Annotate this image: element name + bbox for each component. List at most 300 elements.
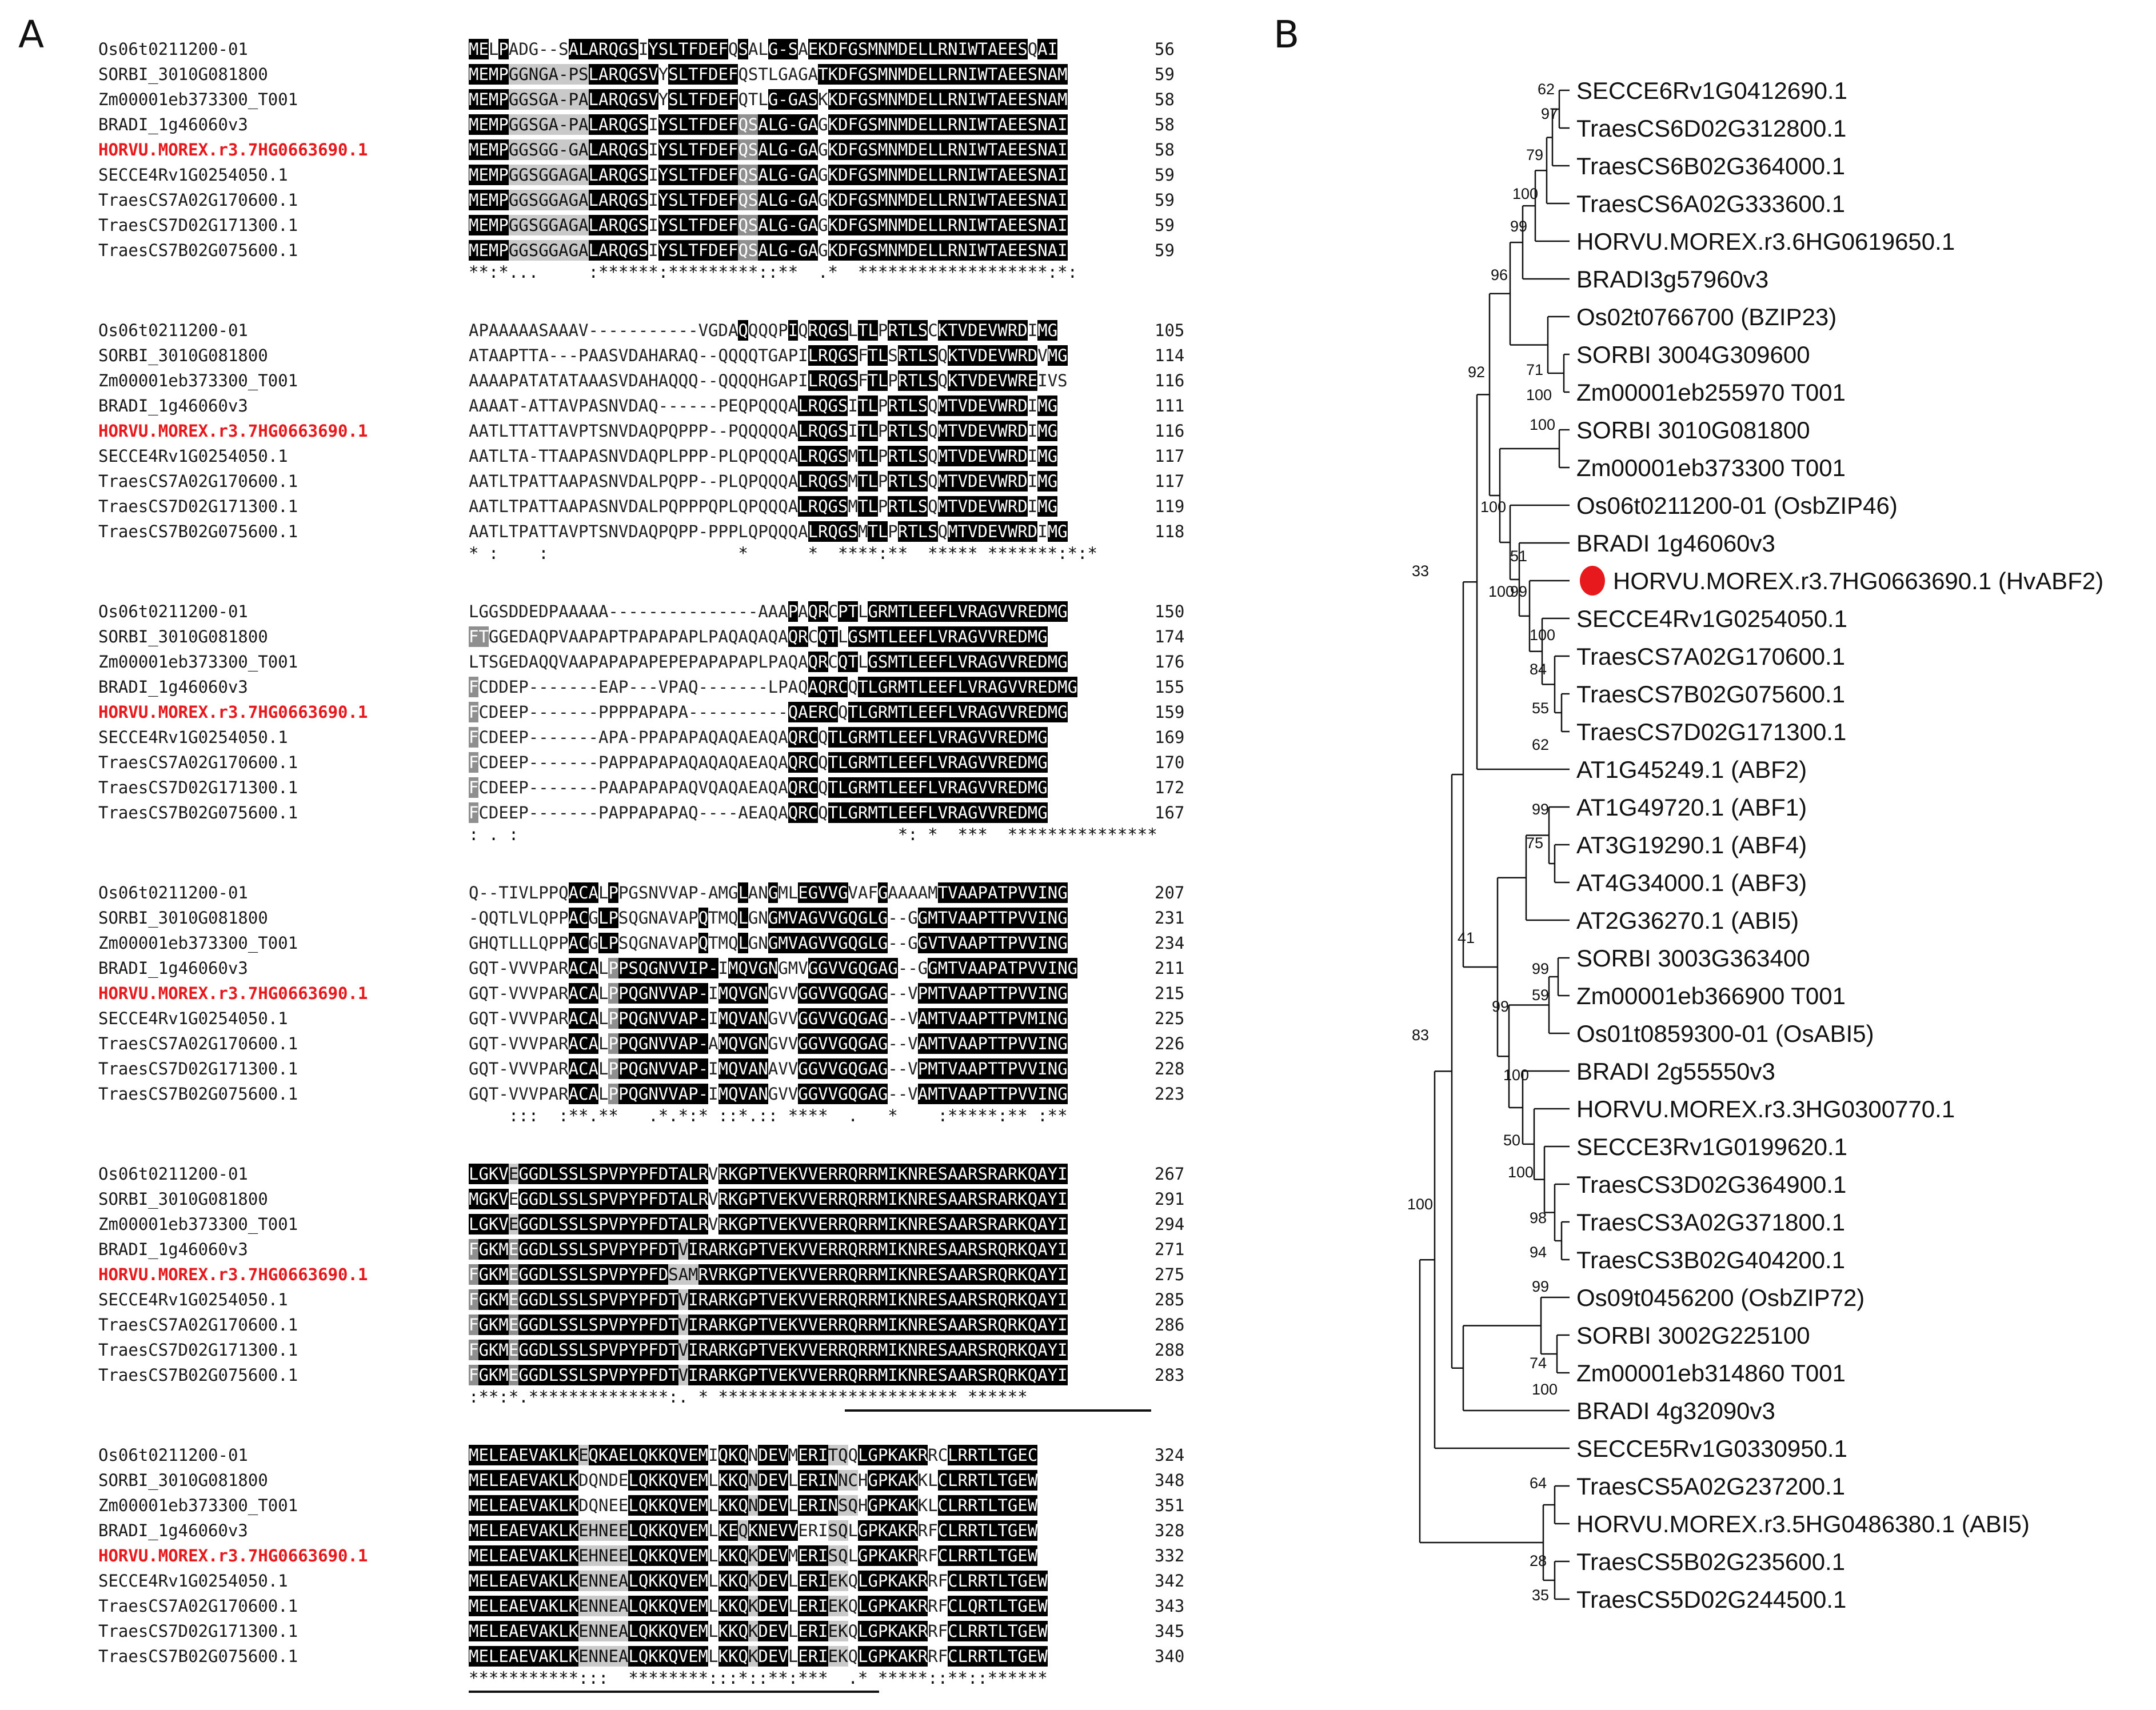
residue-segment: SMTLEEFLVRAGVVREDMG	[877, 652, 1068, 672]
residue-segment: P	[877, 321, 888, 340]
residue-segment: F	[469, 677, 479, 697]
residue-segment: AL	[748, 39, 768, 59]
tree-leaf-label: Os06t0211200-01 (OsbZIP46)	[1576, 492, 1898, 519]
residue-segment: GPKAK	[868, 1471, 918, 1490]
residue-segment: RTLS	[897, 346, 938, 365]
bootstrap-value: 100	[1532, 1381, 1558, 1398]
residue-segment: --G	[888, 933, 918, 953]
residue-segment: I	[1027, 472, 1038, 491]
residue-segment: MG	[1037, 497, 1058, 516]
residue-segment: E	[508, 1214, 519, 1234]
residue-segment: Q	[798, 321, 808, 340]
residue-segment: RF	[928, 1647, 948, 1666]
residue-segment: CDEEP-------PAPPAPAPAQ----AEAQA	[478, 803, 788, 822]
residue-segment: LP	[598, 908, 618, 928]
residue-segment: KDFGSMNMDELLRNIWTAEESNAI	[828, 140, 1068, 159]
position-number: 267	[1155, 1164, 1185, 1184]
position-number: 283	[1155, 1365, 1185, 1385]
residue-segment: M	[788, 1546, 798, 1565]
residue-segment: LARQGS	[588, 215, 649, 235]
residue-segment: I	[708, 1084, 718, 1104]
residue-segment: KKQ	[718, 1496, 748, 1515]
position-number: 58	[1155, 140, 1175, 159]
residue-segment: CLRRTLTGEW	[948, 1571, 1048, 1591]
residue-segment: L	[857, 602, 868, 621]
residue-segment: DEV	[758, 1445, 788, 1465]
residue-segment: GGEDAQPVAAPAPTPAPAPAPLPAQAQAQA	[488, 627, 788, 646]
residue-segment: MEMP	[469, 65, 509, 84]
residue-segment: RMTLEEFLVRAGVVREDMG	[877, 702, 1068, 722]
residue-segment: L	[598, 1034, 609, 1053]
residue-segment: E	[508, 1365, 519, 1385]
seq-name: HORVU.MOREX.r3.7HG0663690.1	[98, 140, 368, 159]
residue-segment: RTLS	[897, 522, 938, 541]
residue-segment: P	[608, 1009, 618, 1028]
residue-segment: Q	[937, 522, 948, 541]
residue-segment: Q	[838, 702, 848, 722]
residue-segment: --V	[888, 1059, 918, 1078]
residue-segment: AVV	[768, 1059, 798, 1078]
seq-name: SECCE4Rv1G0254050.1	[98, 1290, 288, 1309]
residue-segment: TL	[857, 421, 878, 441]
residue-segment: TL	[857, 321, 878, 340]
position-number: 58	[1155, 115, 1175, 134]
residue-segment: RTLS	[888, 321, 928, 340]
residue-segment: CLRRTLTGEW	[937, 1471, 1038, 1490]
residue-segment: SLTFDEF	[668, 65, 738, 84]
residue-segment: ENNEA	[578, 1621, 629, 1641]
position-number: 176	[1155, 652, 1185, 672]
residue-segment: Q	[928, 421, 938, 441]
residue-segment: RF	[917, 1521, 938, 1540]
position-number: 155	[1155, 677, 1185, 697]
tree-leaf-label: Zm00001eb373300 T001	[1576, 454, 1846, 481]
residue-segment: I	[1027, 497, 1038, 516]
residue-segment: V	[708, 1164, 718, 1184]
residue-segment: ALG-GA	[758, 115, 819, 134]
residue-segment: F	[469, 728, 479, 747]
residue-segment: ACA	[568, 883, 598, 902]
residue-segment: C	[928, 321, 938, 340]
position-number: 116	[1155, 371, 1185, 390]
residue-segment: Q	[848, 1445, 859, 1465]
residue-segment: AATLTPATTAAPASNVDALPQPPPQPLQPQQQA	[469, 497, 798, 516]
residue-segment: RF	[928, 1621, 948, 1641]
residue-segment: EK	[828, 1647, 848, 1666]
position-number: 59	[1155, 241, 1175, 260]
residue-segment: Q	[818, 728, 828, 747]
residue-segment: TL	[828, 728, 848, 747]
residue-segment: MTVDEVWRD	[937, 446, 1028, 466]
residue-segment: GQT-VVVPAR	[469, 958, 569, 978]
residue-segment: ERI	[798, 1445, 828, 1465]
residue-segment: V	[1037, 346, 1048, 365]
tree-leaf-label: BRADI 4g32090v3	[1576, 1397, 1775, 1424]
residue-segment: AATLTPATTAAPASNVDALPQPP--PLQPQQQA	[469, 472, 798, 491]
residue-segment: V	[678, 1340, 689, 1360]
residue-segment: RMTLEEFLVRAGVVREDMG	[857, 803, 1048, 822]
tree-leaf-label: SORBI 3003G363400	[1576, 945, 1810, 972]
residue-segment: ERI	[798, 1621, 828, 1641]
residue-segment: GGDLSSLSPVPYPFDT	[518, 1365, 678, 1385]
bootstrap-value: 41	[1458, 929, 1475, 946]
residue-segment: P	[838, 602, 848, 621]
residue-segment: SQ	[828, 1521, 848, 1540]
residue-segment: E	[578, 1445, 589, 1465]
residue-segment: EK	[828, 1571, 848, 1591]
residue-segment: P	[608, 1084, 618, 1104]
residue-segment: MQVGN	[718, 1034, 768, 1053]
residue-segment: RTLS	[888, 472, 928, 491]
residue-segment: GMVAGVVGQGLG	[768, 908, 888, 928]
residue-segment: F	[469, 803, 479, 822]
residue-segment: L	[708, 1571, 718, 1591]
residue-segment: AATLTTATTAVPTSNVDAQPQPPP--PQQQQQA	[469, 421, 798, 441]
residue-segment: Q	[848, 1621, 859, 1641]
residue-segment: G	[868, 652, 878, 672]
residue-segment: LQKKQVEM	[628, 1647, 709, 1666]
residue-segment: GMTVAAPATPVVING	[928, 958, 1078, 978]
residue-segment: L	[788, 1471, 798, 1490]
residue-segment: APAAAAASAAAV-----------VGDA	[469, 321, 738, 340]
residue-segment: KNEVV	[748, 1521, 798, 1540]
residue-segment: MTVDEVWRD	[937, 421, 1028, 441]
residue-segment: PQGNVVAP-	[618, 1009, 709, 1028]
residue-segment: ENNEA	[578, 1647, 629, 1666]
seq-name: BRADI_1g46060v3	[98, 115, 248, 134]
residue-segment: L	[708, 1546, 718, 1565]
seq-row	[469, 882, 1068, 903]
residue-segment: TL	[828, 778, 848, 797]
residue-segment: LGPKAKR	[858, 1596, 928, 1616]
residue-segment: KKQ	[718, 1571, 748, 1591]
residue-segment: LARQGS	[588, 165, 649, 185]
residue-segment: QS	[738, 241, 758, 260]
residue-segment: I	[1027, 421, 1038, 441]
residue-segment: GVTVAAPTTPVVING	[917, 933, 1068, 953]
residue-segment: EKDFGSMNMDELLRNIWTAEES	[808, 39, 1028, 59]
position-number: 294	[1155, 1214, 1185, 1234]
residue-segment: AATLTA-TTAAPASNVDAQPLPPP-PLQPQQQA	[469, 446, 798, 466]
seq-name: TraesCS7B02G075600.1	[98, 1084, 298, 1104]
position-number: 117	[1155, 472, 1185, 491]
tree-svg	[1360, 51, 2156, 1652]
residue-segment: G	[818, 115, 828, 134]
residue-segment: Q	[818, 803, 828, 822]
tree-leaf-label: Zm00001eb366900 T001	[1576, 982, 1846, 1009]
residue-segment: MEMP	[469, 90, 509, 109]
residue-segment: GGDLSSLSPVPYPFD	[518, 1265, 669, 1284]
seq-row	[469, 114, 1068, 135]
residue-segment: ERI	[798, 1521, 828, 1540]
seq-name: Os06t0211200-01	[98, 602, 248, 621]
residue-segment: C	[828, 652, 839, 672]
residue-segment: L	[857, 652, 868, 672]
residue-segment: QR	[788, 627, 808, 646]
residue-segment: AAAAPATATATAAASVDAHAQQQ--QQQQHGAPI	[469, 371, 808, 390]
residue-segment: E	[508, 1340, 519, 1360]
seq-row	[469, 727, 1048, 748]
residue-segment: F	[469, 1340, 479, 1360]
residue-segment: I	[648, 190, 658, 210]
residue-segment: GGSGGAGA	[508, 190, 589, 210]
residue-segment: Q	[928, 396, 938, 415]
position-number: 167	[1155, 803, 1185, 822]
residue-segment: ACA	[568, 1034, 598, 1053]
residue-segment: ALG-GA	[758, 140, 819, 159]
seq-name: TraesCS7D02G171300.1	[98, 215, 298, 235]
residue-segment: Q	[928, 497, 938, 516]
residue-segment: GPKAKR	[858, 1546, 918, 1565]
residue-segment: IVS	[1037, 371, 1068, 390]
seq-name: Os06t0211200-01	[98, 883, 248, 902]
residue-segment: GGVVGQGAG	[798, 1009, 888, 1028]
residue-segment: G	[848, 753, 858, 772]
seq-row	[469, 933, 1068, 953]
residue-segment: Q	[937, 371, 948, 390]
seq-name: TraesCS7D02G171300.1	[98, 497, 298, 516]
residue-segment: ML	[778, 883, 798, 902]
residue-segment: ENNEA	[578, 1596, 629, 1616]
tree-leaf-label: AT1G45249.1 (ABF2)	[1576, 756, 1807, 783]
residue-segment: LRQGS	[808, 522, 858, 541]
seq-name: HORVU.MOREX.r3.7HG0663690.1	[98, 1546, 368, 1565]
residue-segment: L	[708, 1596, 718, 1616]
residue-segment: ALG-GA	[758, 190, 819, 210]
position-number: 332	[1155, 1546, 1185, 1565]
residue-segment: CDEEP-------PAAPAPAPAQVQAQAEAQA	[478, 778, 788, 797]
residue-segment: I	[1027, 446, 1038, 466]
tree-leaf-label: HORVU.MOREX.r3.7HG0663690.1 (HvABF2)	[1613, 568, 2104, 594]
residue-segment: A	[708, 1034, 718, 1053]
residue-segment: GKM	[478, 1365, 509, 1385]
residue-segment: GGSGG-GA	[508, 140, 589, 159]
tree-leaf-label: HORVU.MOREX.r3.3HG0300770.1	[1576, 1096, 1955, 1122]
residue-segment: ACA	[568, 958, 598, 978]
residue-segment: ENNEA	[578, 1571, 629, 1591]
residue-segment: LARQGSV	[588, 65, 658, 84]
residue-segment: GMVAGVVGQGLG	[768, 933, 888, 953]
residue-segment: NC	[838, 1471, 859, 1490]
domain-underline	[469, 1691, 879, 1693]
bootstrap-value: 74	[1530, 1355, 1547, 1372]
residue-segment: MG	[1037, 321, 1058, 340]
residue-segment: AMTVAAPTTPVVING	[917, 1084, 1068, 1104]
residue-segment: L	[708, 1647, 718, 1666]
position-number: 118	[1155, 522, 1185, 541]
residue-segment: MG	[1047, 522, 1068, 541]
seq-row	[469, 702, 1068, 722]
residue-segment: MELEAEVAKLK	[469, 1546, 579, 1565]
residue-segment: AATLTPATTAVPTSNVDAQPQPP-PPPLQPQQQA	[469, 522, 808, 541]
residue-segment: VAF	[848, 883, 878, 902]
tree-leaf-label: Zm00001eb314860 T001	[1576, 1360, 1846, 1387]
residue-segment: QS	[738, 165, 758, 185]
residue-segment: LQKKQVEM	[628, 1496, 709, 1515]
residue-segment: GMTVAAPTTPVVING	[917, 908, 1068, 928]
residue-segment: Q	[818, 778, 828, 797]
seq-name: SORBI_3010G081800	[98, 627, 268, 646]
residue-segment: KL	[917, 1471, 938, 1490]
residue-segment: --V	[888, 1009, 918, 1028]
residue-segment: QR	[808, 602, 828, 621]
tree-leaf-label: TraesCS3A02G371800.1	[1576, 1209, 1846, 1236]
residue-segment: I	[648, 140, 658, 159]
seq-row	[469, 1289, 1068, 1310]
residue-segment: IRA	[688, 1365, 718, 1385]
residue-segment: L	[488, 39, 499, 59]
residue-segment: ERI	[798, 1571, 828, 1591]
position-number: 56	[1155, 39, 1175, 59]
residue-segment: MQVAN	[718, 1084, 768, 1104]
residue-segment: Q	[818, 627, 828, 646]
residue-segment: RKGPTVEKVVERRQRRMIKNRESAARSRQRKQAYI	[718, 1315, 1068, 1335]
residue-segment: L	[788, 1647, 798, 1666]
residue-segment: TL	[857, 472, 878, 491]
residue-segment: Q	[738, 1521, 748, 1540]
residue-segment: N	[748, 1445, 758, 1465]
tree-leaf-label: TraesCS7B02G075600.1	[1576, 681, 1846, 708]
position-number: 116	[1155, 421, 1185, 441]
bootstrap-value: 100	[1488, 583, 1515, 600]
bootstrap-value: 100	[1503, 1066, 1530, 1084]
seq-row	[469, 1264, 1068, 1285]
bootstrap-value: 51	[1510, 548, 1528, 565]
residue-segment: RTLS	[888, 497, 928, 516]
residue-segment: LRQGS	[808, 346, 858, 365]
residue-segment: RMTLEEFLVRAGVVREDMG	[877, 602, 1068, 621]
residue-segment: CDEEP-------PAPPAPAPAQAQAQAEAQA	[478, 753, 788, 772]
residue-segment: SQ	[828, 1546, 848, 1565]
residue-segment: Q	[728, 39, 738, 59]
residue-segment: GGDLSSLSPVPYPFDTALR	[518, 1214, 709, 1234]
residue-segment: M	[788, 1445, 798, 1465]
residue-segment: --V	[888, 1034, 918, 1053]
residue-segment: YSLTFDEF	[658, 241, 738, 260]
residue-segment: PMTVAAPTTPVVING	[917, 984, 1068, 1003]
residue-segment: MEMP	[469, 215, 509, 235]
bootstrap-value: 71	[1526, 361, 1544, 378]
residue-segment: GVV	[768, 1034, 798, 1053]
residue-segment: G	[877, 677, 888, 697]
residue-segment: LQKKQVEM	[628, 1596, 709, 1616]
tree-leaf-label: AT4G34000.1 (ABF3)	[1576, 869, 1807, 896]
residue-segment: GPKAK	[868, 1496, 918, 1515]
residue-segment: GHQTLLLQPP	[469, 933, 569, 953]
tree-leaf-label: TraesCS5B02G235600.1	[1576, 1548, 1846, 1575]
residue-segment: I	[1027, 396, 1038, 415]
residue-segment: L	[598, 984, 609, 1003]
residue-segment: M	[848, 446, 858, 466]
position-number: 342	[1155, 1571, 1185, 1591]
highlight-marker	[1580, 566, 1605, 596]
residue-segment: AC	[568, 933, 589, 953]
residue-segment: LRQGS	[798, 497, 848, 516]
residue-segment: GQT-VVVPAR	[469, 1009, 569, 1028]
residue-segment: EK	[828, 1621, 848, 1641]
residue-segment: T	[848, 652, 858, 672]
panel-label-b: B	[1273, 13, 1300, 57]
residue-segment: DEV	[758, 1471, 788, 1490]
seq-row	[469, 1058, 1068, 1079]
residue-segment: LGPKAKR	[858, 1647, 928, 1666]
residue-segment: E	[508, 1240, 519, 1259]
residue-segment: GQT-VVVPAR	[469, 1084, 569, 1104]
tree-leaf-label: AT3G19290.1 (ABF4)	[1576, 832, 1807, 858]
residue-segment: ERIN	[798, 1471, 839, 1490]
seq-row	[469, 521, 1068, 542]
seq-name: BRADI_1g46060v3	[98, 1521, 248, 1540]
residue-segment: RMTLEEFLVRAGVVREDMG	[888, 677, 1078, 697]
position-number: 172	[1155, 778, 1185, 797]
residue-segment: L	[708, 1621, 718, 1641]
residue-segment: GGDLSSLSPVPYPFDTALR	[518, 1189, 709, 1209]
tree-leaf-label: SORBI 3010G081800	[1576, 417, 1810, 444]
seq-row	[469, 1340, 1068, 1360]
residue-segment: PGSNVVAP-AMG	[618, 883, 738, 902]
residue-segment: SLTFDEF	[668, 90, 738, 109]
residue-segment: GVV	[768, 984, 798, 1003]
residue-segment: L	[848, 321, 858, 340]
residue-segment: TMQ	[708, 908, 738, 928]
residue-segment: ALG-GA	[758, 165, 819, 185]
residue-segment: K	[818, 90, 828, 109]
residue-segment: TMQ	[708, 933, 738, 953]
residue-segment: MELEAEVAKLK	[469, 1596, 579, 1616]
position-number: 59	[1155, 165, 1175, 185]
residue-segment: YSLTFDEF	[658, 190, 738, 210]
residue-segment: YSLTFDEF	[658, 115, 738, 134]
residue-segment: CLQRTLTGEW	[948, 1596, 1048, 1616]
residue-segment: SMTLEEFLVRAGVVREDMG	[857, 627, 1048, 646]
residue-segment: Y	[658, 65, 669, 84]
seq-row	[469, 320, 1057, 341]
bootstrap-value: 28	[1530, 1552, 1547, 1569]
residue-segment: AMTVAAPTTPVMING	[917, 1009, 1068, 1028]
residue-segment: QTL	[738, 90, 768, 109]
seq-row	[469, 983, 1068, 1004]
residue-segment: TL	[828, 753, 848, 772]
residue-segment: QRC	[788, 728, 819, 747]
residue-segment: TVAAPATPVVING	[937, 883, 1068, 902]
residue-segment: Q	[848, 1647, 859, 1666]
residue-segment: MQVAN	[718, 1009, 768, 1028]
residue-segment: S	[738, 39, 748, 59]
residue-segment: DQNEE	[578, 1496, 629, 1515]
seq-name: Zm00001eb373300_T001	[98, 1496, 298, 1515]
residue-segment: GKM	[478, 1315, 509, 1335]
residue-segment: CDEEP-------APA-PPAPAPAQAQAEAQA	[478, 728, 788, 747]
residue-segment: L	[788, 1571, 798, 1591]
bootstrap-value: 33	[1412, 562, 1430, 580]
residue-segment: PQGNVVAP-	[618, 1034, 709, 1053]
residue-segment: LGPKAKR	[858, 1445, 928, 1465]
residue-segment: G	[868, 602, 878, 621]
residue-segment: CLRRTLTGEW	[937, 1546, 1038, 1565]
residue-segment: G	[768, 883, 778, 902]
seq-name: TraesCS7B02G075600.1	[98, 522, 298, 541]
residue-segment: QKQ	[718, 1445, 748, 1465]
seq-name: BRADI_1g46060v3	[98, 396, 248, 415]
seq-name: Os06t0211200-01	[98, 1164, 248, 1184]
residue-segment: L	[598, 883, 609, 902]
residue-segment: Q	[848, 677, 858, 697]
residue-segment: RKGPTVEKVVERRQRRMIKNRESAARSRARKQAYI	[718, 1164, 1068, 1184]
residue-segment: RMTLEEFLVRAGVVREDMG	[857, 753, 1048, 772]
residue-segment: L	[848, 1521, 859, 1540]
residue-segment: G	[848, 803, 858, 822]
residue-segment: ERI	[798, 1596, 828, 1616]
